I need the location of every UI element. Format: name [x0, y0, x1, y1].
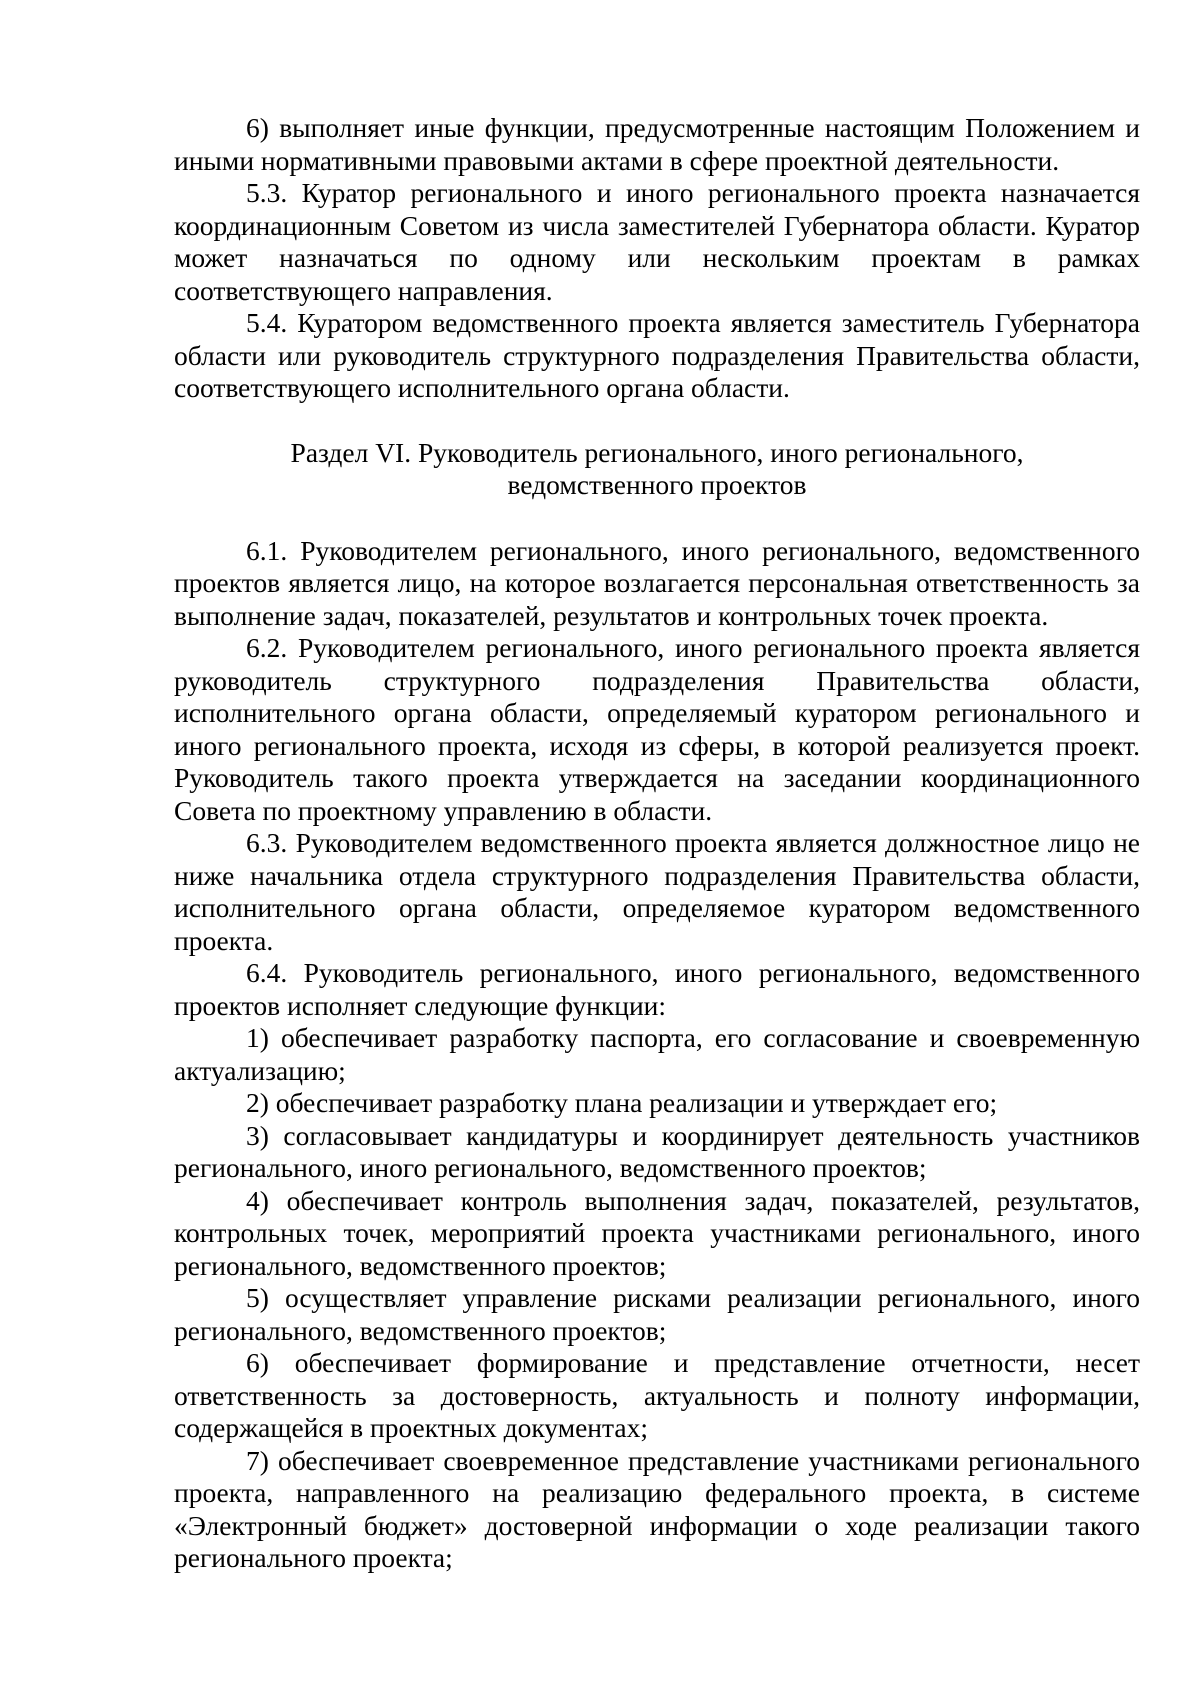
- paragraph-6-2: 6.2. Руководителем регионального, иного регионального проекта является руководитель структурного подразделения Правительства области, исполнительного органа области, определяемый куратором регионального и иного регионального проекта, исходя из сферы, в которой реализуется проект. Руководитель такого проекта утверждается на заседании координационного Совета по проектному управлению в области.: [174, 632, 1140, 826]
- paragraph-5-3: 5.3. Куратор регионального и иного регионального проекта назначается координационным Советом из числа заместителей Губернатора области. Куратор может назначаться по одному или нескольким проектам в рамках соответствующего направления.: [174, 177, 1140, 306]
- paragraph-5-4: 5.4. Куратором ведомственного проекта является заместитель Губернатора области или руководитель структурного подразделения Правительства области, соответствующего исполнительного органа области.: [174, 307, 1140, 403]
- list-item-4: 4) обеспечивает контроль выполнения задач, показателей, результатов, контрольных точек, мероприятий проекта участниками регионального, иного регионального, ведомственного проектов;: [174, 1184, 1140, 1281]
- document-page: [174, 112, 1140, 1575]
- list-item-6: 6) обеспечивает формирование и представление отчетности, несет ответственность за достоверность, актуальность и полноту информации, содержащейся в проектных документах;: [174, 1347, 1140, 1443]
- list-item-5: 5) осуществляет управление рисками реализации регионального, иного регионального, ведомственного проектов;: [174, 1282, 1140, 1346]
- paragraph-6-1: 6.1. Руководителем регионального, иного регионального, ведомственного проектов является лицо, на которое возлагается персональная ответственность за выполнение задач, показателей, результатов и контрольных точек проекта.: [174, 534, 1140, 631]
- section-heading-line-1: Раздел VI. Руководитель регионального, иного регионального,: [290, 436, 1024, 468]
- list-item-1: 1) обеспечивает разработку паспорта, его согласование и своевременную актуализацию;: [174, 1022, 1140, 1086]
- paragraph-6-3: 6.3. Руководителем ведомственного проекта является должностное лицо не ниже начальника отдела структурного подразделения Правительства области, исполнительного органа области, определяемое куратором ведомственного проекта.: [174, 827, 1140, 956]
- list-item-2: 2) обеспечивает разработку плана реализации и утверждает его;: [246, 1087, 998, 1118]
- paragraph-6-4: 6.4. Руководитель регионального, иного регионального, ведомственного проектов исполняет следующие функции:: [174, 957, 1140, 1021]
- paragraph-item-6-functions: 6) выполняет иные функции, предусмотренные настоящим Положением и иными нормативными правовыми актами в сфере проектной деятельности.: [174, 112, 1140, 176]
- section-heading-line-2: ведомственного проектов: [507, 469, 807, 500]
- list-item-7: 7) обеспечивает своевременное представление участниками регионального проекта, направленного на реализацию федерального проекта, в системе «Электронный бюджет» достоверной информации о ходе реализации такого регионального проекта;: [174, 1444, 1140, 1573]
- list-item-3: 3) согласовывает кандидатуры и координирует деятельность участников регионального, иного регионального, ведомственного проектов;: [174, 1119, 1140, 1183]
- section-heading: [174, 437, 1140, 502]
